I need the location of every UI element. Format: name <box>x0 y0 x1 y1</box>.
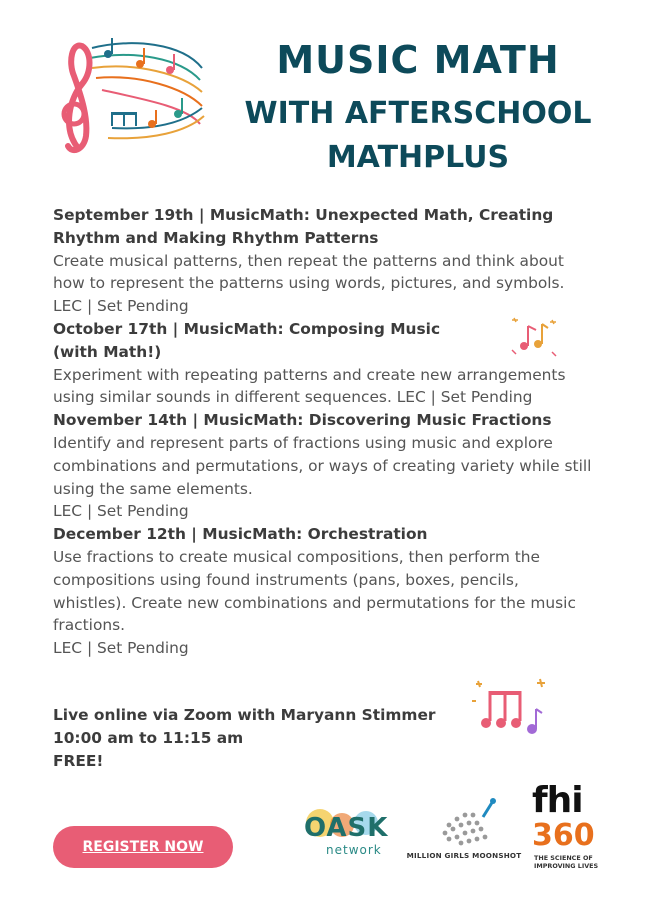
event-title: September 19th | MusicMath: Unexpected Math, Creating Rhythm and Making Rhythm Patterns <box>53 206 554 247</box>
oask-subtitle: network <box>326 843 382 857</box>
event-meta: LEC | Set Pending <box>53 639 189 658</box>
event-description: Experiment with repeating patterns and create new arrangements using similar sounds in different sequences. LEC | Set Pending <box>53 365 566 407</box>
event-title-line1: October 17th | MusicMath: Composing Music <box>53 319 441 338</box>
time-info: 10:00 am to 11:15 am <box>53 729 244 747</box>
event-title: November 14th | MusicMath: Discovering Music Fractions <box>53 411 552 430</box>
fhi-number: 360 <box>532 818 595 853</box>
event-description: Use fractions to create musical compositions, then perform the compositions using found instruments (pans, boxes, pencils, whistles). Create new combinations and permutations for the music fractions. <box>53 547 576 635</box>
event-description: Create musical patterns, then repeat the patterns and think about how to represent the patterns using words, pictures, and symbols. LEC | Set Pending <box>53 251 565 316</box>
fhi-tagline: THE SCIENCE OF IMPROVING LIVES <box>534 854 599 870</box>
event-title: December 12th | MusicMath: Orchestration <box>53 525 428 544</box>
fhi-wordmark: fhi <box>532 780 583 821</box>
page-title-line2: WITH AFTERSCHOOL <box>244 96 592 131</box>
event-details <box>53 704 435 773</box>
music-notes-icon <box>470 675 550 745</box>
music-notes-illustration <box>52 28 212 160</box>
million-girls-moonshot-logo <box>405 795 523 865</box>
fhi360-logo <box>532 780 602 872</box>
event-list <box>53 204 593 660</box>
price-info: FREE! <box>53 752 104 770</box>
event-description: Identify and represent parts of fractions using music and explore combinations and permutations, or ways of creating variety while still using the same elements. <box>53 433 592 498</box>
page-title-line1: MUSIC MATH <box>276 38 560 82</box>
oask-wordmark: OASK <box>304 813 389 843</box>
music-notes-icon <box>508 312 560 362</box>
million-girls-moonshot-text: MILLION GIRLS MOONSHOT <box>406 851 522 860</box>
event-title-line2: (with Math!) <box>53 342 162 361</box>
oask-logo <box>302 805 397 860</box>
register-button[interactable]: REGISTER NOW <box>53 826 233 868</box>
zoom-info: Live online via Zoom with Maryann Stimmer <box>53 706 436 724</box>
event-meta: LEC | Set Pending <box>53 502 189 521</box>
page-title-line3: MATHPLUS <box>326 140 510 175</box>
